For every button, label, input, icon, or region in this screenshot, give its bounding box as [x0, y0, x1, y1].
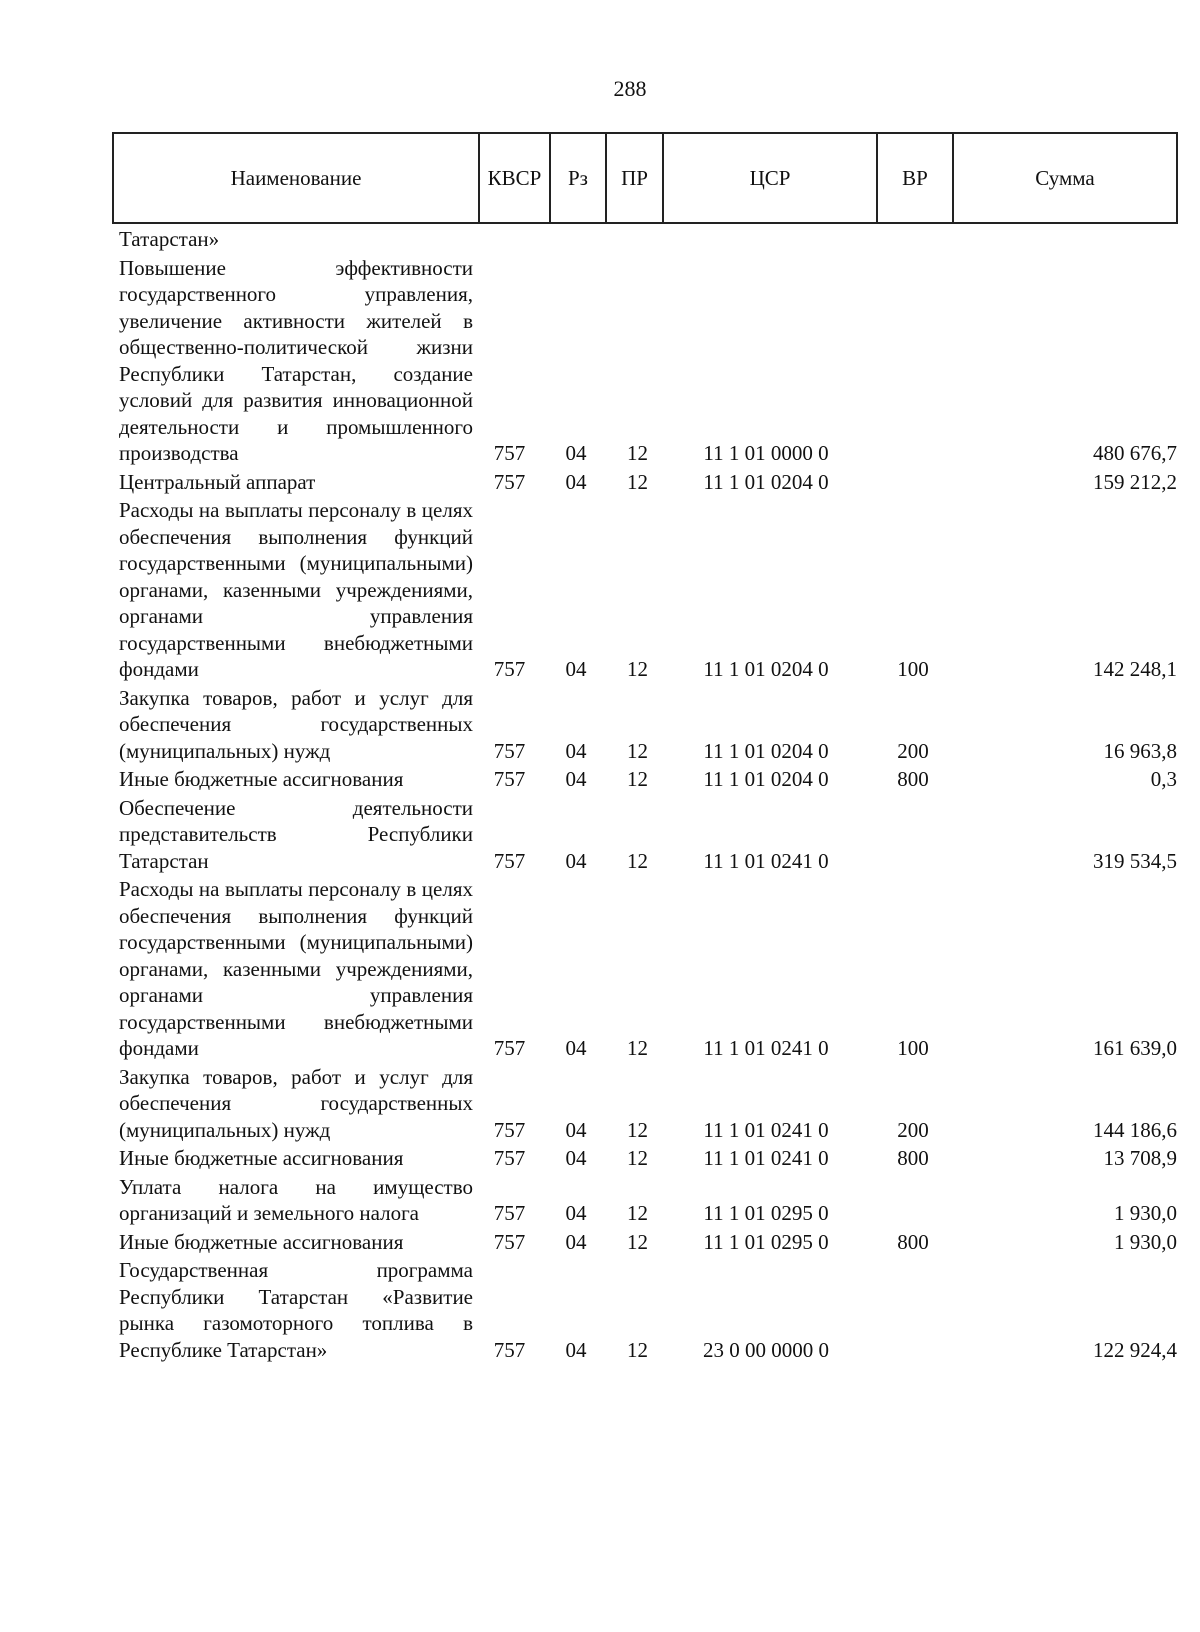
cell-rz: 04: [565, 469, 587, 494]
header-name: Наименование: [113, 133, 479, 223]
cell-pr: 12: [627, 848, 648, 873]
table-body: [113, 223, 1177, 1365]
cell-name: Уплата налога на имущество организаций и земельного налога: [119, 1174, 473, 1225]
cell-sum: 319 534,5: [1093, 848, 1177, 873]
table-row: [113, 876, 1177, 1064]
header-sum: Сумма: [953, 133, 1177, 223]
cell-sum: 122 924,4: [1093, 1337, 1177, 1362]
cell-sum: [953, 223, 1177, 255]
cell-kvsr: 757: [493, 1201, 526, 1225]
cell-csr: 23 0 00 0000 0: [703, 1337, 829, 1362]
table-row: [113, 1174, 1177, 1229]
cell-vr: 100: [897, 657, 929, 681]
header-vr: ВР: [877, 133, 953, 223]
cell-csr: 11 1 01 0204 0: [703, 767, 829, 791]
cell-sum: 1 930,0: [1114, 1229, 1177, 1254]
cell-sum: 142 248,1: [1093, 657, 1177, 681]
cell-csr: 11 1 01 0241 0: [703, 1036, 829, 1060]
cell-csr: 11 1 01 0241 0: [703, 1117, 829, 1142]
header-rz: Рз: [550, 133, 606, 223]
cell-pr: 12: [627, 1036, 648, 1060]
cell-csr: 11 1 01 0241 0: [703, 1146, 829, 1170]
cell-sum: 16 963,8: [1103, 738, 1177, 763]
cell-name: Обеспечение деятельности представительств Республики Татарстан: [119, 795, 473, 873]
table-row: [113, 497, 1177, 685]
cell-pr: 12: [627, 657, 648, 681]
cell-sum: 1 930,0: [1114, 1201, 1177, 1225]
cell-vr: 200: [897, 1117, 929, 1142]
cell-name: Расходы на выплаты персоналу в целях обеспечения выполнения функций государственными (муниципальными) органами, казенными учреждениями, органами управления государственными внебюджетными фондами: [119, 498, 473, 681]
cell-csr: [663, 223, 877, 255]
cell-vr: 200: [897, 738, 929, 763]
cell-kvsr: 757: [493, 848, 526, 873]
cell-kvsr: 757: [493, 657, 526, 681]
cell-sum: 161 639,0: [1093, 1036, 1177, 1060]
cell-csr: 11 1 01 0241 0: [703, 848, 829, 873]
cell-sum: 144 186,6: [1093, 1117, 1177, 1142]
table-row: [113, 255, 1177, 469]
table-row: [113, 1064, 1177, 1146]
table-row: [113, 1229, 1177, 1258]
cell-csr: 11 1 01 0000 0: [703, 441, 829, 465]
cell-rz: 04: [565, 738, 587, 763]
cell-rz: 04: [565, 1117, 587, 1142]
cell-pr: 12: [627, 469, 648, 494]
cell-kvsr: 757: [493, 1117, 526, 1142]
cell-vr: 800: [897, 767, 929, 791]
table-row: [113, 766, 1177, 795]
cell-vr: [877, 1257, 953, 1365]
cell-name: Государственная программа Республики Татарстан «Развитие рынка газомоторного топлива в Республике Татарстан»: [119, 1258, 473, 1362]
cell-rz: 04: [565, 767, 587, 791]
cell-name: Расходы на выплаты персоналу в целях обеспечения выполнения функций государственными (муниципальными) органами, казенными учреждениями, органами управления государственными внебюджетными фондами: [119, 877, 473, 1060]
cell-rz: 04: [565, 1036, 587, 1060]
cell-name: Татарстан»: [119, 227, 220, 251]
cell-csr: 11 1 01 0204 0: [703, 469, 829, 494]
table-row: [113, 469, 1177, 498]
cell-pr: 12: [627, 1117, 648, 1142]
cell-pr: 12: [627, 1229, 648, 1254]
table-row: [113, 795, 1177, 877]
cell-name: Повышение эффективности государственного управления, увеличение активности жителей в общественно-политической жизни Республики Татарстан, создание условий для развития инновационной деятельности и промышленного производства: [119, 255, 473, 465]
cell-vr: 800: [897, 1229, 929, 1254]
cell-rz: 04: [565, 1337, 587, 1362]
cell-rz: 04: [565, 1201, 587, 1225]
header-kvsr: КВСР: [479, 133, 550, 223]
cell-name: Центральный аппарат: [119, 469, 316, 494]
cell-kvsr: 757: [493, 1036, 526, 1060]
cell-sum: 480 676,7: [1093, 441, 1177, 465]
table-row: [113, 685, 1177, 767]
cell-name: Иные бюджетные ассигнования: [119, 767, 404, 791]
cell-kvsr: [479, 223, 550, 255]
cell-rz: 04: [565, 1229, 587, 1254]
cell-kvsr: 757: [493, 1146, 526, 1170]
table-header-row: [113, 133, 1177, 223]
cell-sum: 13 708,9: [1103, 1146, 1177, 1170]
header-csr: ЦСР: [663, 133, 877, 223]
cell-vr: [877, 469, 953, 498]
cell-vr: 800: [897, 1146, 929, 1170]
cell-kvsr: 757: [493, 469, 526, 494]
cell-sum: 159 212,2: [1093, 469, 1177, 494]
cell-vr: 100: [897, 1036, 929, 1060]
cell-rz: 04: [565, 848, 587, 873]
cell-pr: [606, 223, 663, 255]
cell-sum: 0,3: [1150, 767, 1177, 791]
cell-kvsr: 757: [493, 738, 526, 763]
cell-pr: 12: [627, 767, 648, 791]
cell-pr: 12: [627, 1201, 648, 1225]
cell-pr: 12: [627, 441, 648, 465]
cell-rz: 04: [565, 441, 587, 465]
cell-pr: 12: [627, 738, 648, 763]
cell-rz: [550, 223, 606, 255]
cell-vr: [877, 1174, 953, 1229]
table-row: [113, 223, 1177, 255]
table-row: [113, 1257, 1177, 1365]
cell-csr: 11 1 01 0204 0: [703, 738, 829, 763]
cell-pr: 12: [627, 1146, 648, 1170]
cell-name: Иные бюджетные ассигнования: [119, 1229, 404, 1254]
cell-pr: 12: [627, 1337, 648, 1362]
cell-csr: 11 1 01 0295 0: [703, 1229, 829, 1254]
cell-kvsr: 757: [493, 1229, 526, 1254]
cell-kvsr: 757: [493, 1337, 526, 1362]
page-number: 288: [613, 76, 647, 101]
header-pr: ПР: [606, 133, 663, 223]
cell-vr: [877, 223, 953, 255]
table-row: [113, 1145, 1177, 1174]
budget-table: [112, 132, 1178, 1365]
cell-rz: 04: [565, 1146, 587, 1170]
cell-vr: [877, 255, 953, 469]
cell-name: Иные бюджетные ассигнования: [119, 1146, 404, 1170]
cell-kvsr: 757: [493, 767, 526, 791]
cell-rz: 04: [565, 657, 587, 681]
cell-name: Закупка товаров, работ и услуг для обеспечения государственных (муниципальных) нужд: [119, 1064, 473, 1142]
cell-csr: 11 1 01 0295 0: [703, 1201, 829, 1225]
cell-kvsr: 757: [493, 441, 526, 465]
cell-vr: [877, 795, 953, 877]
cell-csr: 11 1 01 0204 0: [703, 657, 829, 681]
cell-name: Закупка товаров, работ и услуг для обеспечения государственных (муниципальных) нужд: [119, 685, 473, 763]
